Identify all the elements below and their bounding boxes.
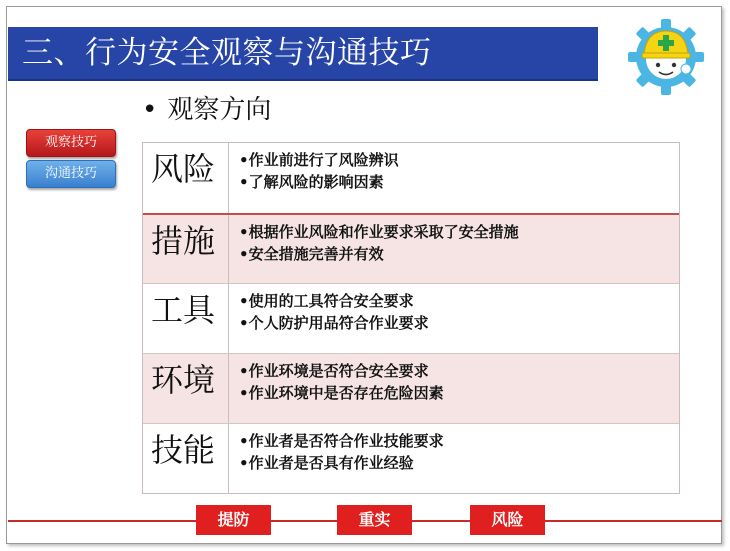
row-point: •了解风险的影响因素 xyxy=(239,173,384,191)
row-point: •作业前进行了风险辨识 xyxy=(239,151,399,169)
table-row-environment xyxy=(143,353,679,423)
communication-skills-button[interactable]: 沟通技巧 xyxy=(26,160,116,188)
row-point: •作业者是否符合作业技能要求 xyxy=(239,432,444,450)
table-row-skills xyxy=(143,423,679,493)
row-points xyxy=(239,290,673,334)
table-row-risk xyxy=(143,143,679,213)
row-points xyxy=(239,149,673,193)
row-points xyxy=(239,430,673,474)
observation-skills-button[interactable]: 观察技巧 xyxy=(26,129,116,157)
row-term: 工具 xyxy=(143,284,229,353)
row-point: •个人防护用品符合作业要求 xyxy=(239,314,429,332)
table-row-tools xyxy=(143,283,679,353)
safety-helmet-gear-logo-icon xyxy=(626,17,706,97)
table-row-measures xyxy=(143,213,679,283)
footer-tag-risk: 风险 xyxy=(470,505,545,535)
row-points xyxy=(239,360,673,404)
row-point: •根据作业风险和作业要求采取了安全措施 xyxy=(239,223,519,241)
row-term: 措施 xyxy=(143,215,229,283)
section-subtitle xyxy=(142,92,271,128)
row-term: 环境 xyxy=(143,354,229,423)
row-term: 风险 xyxy=(143,143,229,213)
footer-tag-prevent: 提防 xyxy=(196,505,271,535)
subtitle-bullet: • xyxy=(142,95,158,125)
row-point: •作业者是否具有作业经验 xyxy=(239,454,414,472)
title-bar xyxy=(8,27,598,81)
subtitle-text: 观察方向 xyxy=(167,95,272,125)
row-point: •作业环境中是否存在危险因素 xyxy=(239,384,444,402)
row-point: •安全措施完善并有效 xyxy=(239,245,384,263)
footer-tag-emphasis: 重实 xyxy=(337,505,412,535)
observation-table xyxy=(142,142,680,494)
row-term: 技能 xyxy=(143,424,229,493)
row-points xyxy=(239,221,673,265)
row-point: •使用的工具符合安全要求 xyxy=(239,292,414,310)
row-point: •作业环境是否符合安全要求 xyxy=(239,362,429,380)
page-title: 三、行为安全观察与沟通技巧 xyxy=(22,35,432,71)
